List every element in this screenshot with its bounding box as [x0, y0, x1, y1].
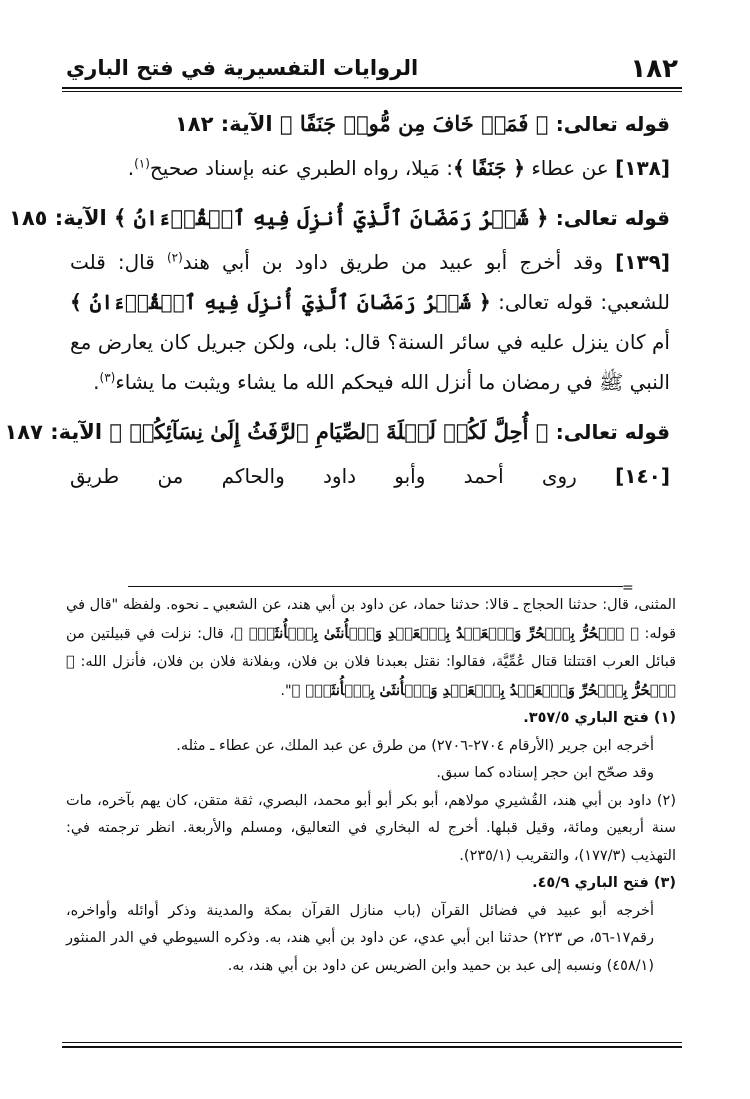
page-header — [62, 52, 682, 88]
paragraph-140 — [70, 456, 670, 496]
heading-ref: الآية: ١٨٧ — [4, 420, 103, 444]
section-heading-187 — [4, 408, 670, 456]
quoted-verse: ﴿ جَنَفًا ﴾ — [453, 156, 526, 180]
paragraph-text: عن عطاء — [531, 156, 609, 180]
footnote-text: ". — [280, 682, 292, 699]
entry-number: [١٣٨] — [615, 156, 670, 180]
footnote-ref: (٢) — [166, 250, 183, 265]
footer-rule-thick — [62, 1046, 682, 1048]
paragraph-138 — [70, 148, 670, 188]
quoted-verse: ﴿ ٱلۡحُرُّ بِٱلۡحُرِّ وَٱلۡعَبۡدُ بِٱلۡعَبۡدِ وَٱلۡأُنثَىٰ بِٱلۡأُنثَىٰۚ ﴾ — [234, 624, 639, 642]
quoted-verse: ﴿ شَهۡرُ رَمَضَانَ ٱلَّذِيٓ أُنزِلَ فِيهِ ٱلۡقُرۡءَانُ ﴾ — [70, 290, 491, 314]
heading-label: قوله تعالى: — [555, 112, 670, 136]
footer-rule-thin — [62, 1042, 682, 1043]
entry-number: [١٤٠] — [615, 464, 670, 488]
footnote-2: (٢) داود بن أبي هند، القُشيري مولاهم، أبو بكر أبو أبو محمد، البصري، ثقة متقن، كان يهم بآخره، مات سنة أربعين ومائة، وقيل قبلها. أخرج له البخاري في التعاليق، ومسلم والأربعة. انظر ترجمته في: التهذيب (١٧٧/٣)، والتقريب (٢٣٥/١). — [66, 792, 676, 864]
page-number: ١٨٢ — [630, 54, 678, 84]
footnote-3-head: (٣) فتح الباري ٤٥/٩. — [532, 875, 676, 891]
heading-label: قوله تعالى: — [555, 206, 670, 230]
footnote-ref: (١) — [134, 156, 150, 171]
heading-verse: ﴿ شَهۡرُ رَمَضَانَ ٱلَّذِيٓ أُنزِلَ فِيهِ ٱلۡقُرۡءَانُ ﴾ — [113, 205, 549, 230]
footnote-separator — [128, 586, 623, 587]
paragraph-end: . — [93, 370, 100, 394]
heading-ref: الآية: ١٨٢ — [174, 112, 273, 136]
main-text — [4, 100, 671, 502]
continuation-mark: = — [622, 580, 634, 596]
quoted-verse: ﴿ ٱلۡحُرُّ بِٱلۡحُرِّ وَٱلۡعَبۡدُ بِٱلۡعَبۡدِ وَٱلۡأُنثَىٰ بِٱلۡأُنثَىٰۚ ﴾ — [66, 653, 676, 699]
footnotes — [66, 592, 676, 980]
footnote-text: المثنى، قال: حدثنا الحجاج ـ قالا: حدثنا حماد، عن داود بن أبي هند، عن الشعبي ـ نحوه. ولفظه "قال في قوله: — [66, 597, 676, 642]
section-heading-182 — [70, 100, 670, 148]
header-rule-thin — [62, 91, 682, 92]
footnote-ref: (٣) — [99, 370, 116, 385]
heading-label: قوله تعالى: — [555, 420, 670, 444]
paragraph-text: وقد أخرج أبو عبيد من طريق داود بن أبي هند — [182, 250, 603, 274]
heading-verse: ﴿ أُحِلَّ لَكُمۡ لَيۡلَةَ ٱلصِّيَامِ ٱلرَّفَثُ إِلَىٰ نِسَآئِكُمۡ ﴾ — [109, 419, 549, 444]
section-heading-185 — [9, 194, 670, 242]
paragraph-text: قال: قلت للشعبي: قوله تعالى: — [70, 250, 670, 314]
footnote-1-body: أخرجه ابن جرير (الأرقام ٢٧٠٤-٢٧٠٦) من طرق عن عبد الملك، عن عطاء ـ مثله. — [176, 737, 654, 754]
heading-verse: ﴿ فَمَنۡ خَافَ مِن مُّوصٖ جَنَفًا ﴾ — [279, 111, 549, 136]
footnote-continuation — [66, 592, 676, 705]
paragraph-text: : مَيلا، رواه الطبري عنه بإسناد صحيح — [149, 156, 454, 180]
footnote-1-body: وقد صحّح ابن حجر إسناده كما سبق. — [436, 765, 654, 781]
header-rule-thick — [62, 87, 682, 89]
entry-number: [١٣٩] — [615, 250, 671, 274]
footnote-1-head: (١) فتح الباري ٣٥٧/٥. — [523, 710, 676, 726]
heading-ref: الآية: ١٨٥ — [9, 206, 107, 230]
paragraph-text: أم كان ينزل عليه في سائر السنة؟ قال: بلى، ولكن جبريل كان يعارض مع النبي ﷺ في رمضان ما أنزل الله فيحكم الله ما يشاء ويثبت ما يشاء — [70, 330, 670, 394]
paragraph-139 — [70, 242, 670, 402]
footnote-text: ، قال: نزلت في قبيلتين من قبائل العرب اقتتلتا قتال عُمِّيَّة، فقالوا: نقتل بعبدنا فلان بن فلان، وبفلانة فلان بن فلان، فأنزل الله: — [66, 625, 677, 670]
footnote-3-body: أخرجه أبو عبيد في فضائل القرآن (باب منازل القرآن بمكة والمدينة وذكر أوائله وأواخره، رقم١٧-٥٦، ص ٢٢٣) حدثنا ابن أبي عدي، عن داود بن أبي هند، به. وذكره السيوطي في الدر المنثور (٤٥٨/١) ونسبه إلى عبد بن حميد وابن الضريس عن داود بن أبي هند، به. — [66, 902, 654, 974]
running-title: الروايات التفسيرية في فتح الباري — [66, 56, 419, 80]
paragraph-text: روى أحمد وأبو داود والحاكم من طريق — [70, 464, 577, 488]
paragraph-end: . — [127, 156, 135, 180]
